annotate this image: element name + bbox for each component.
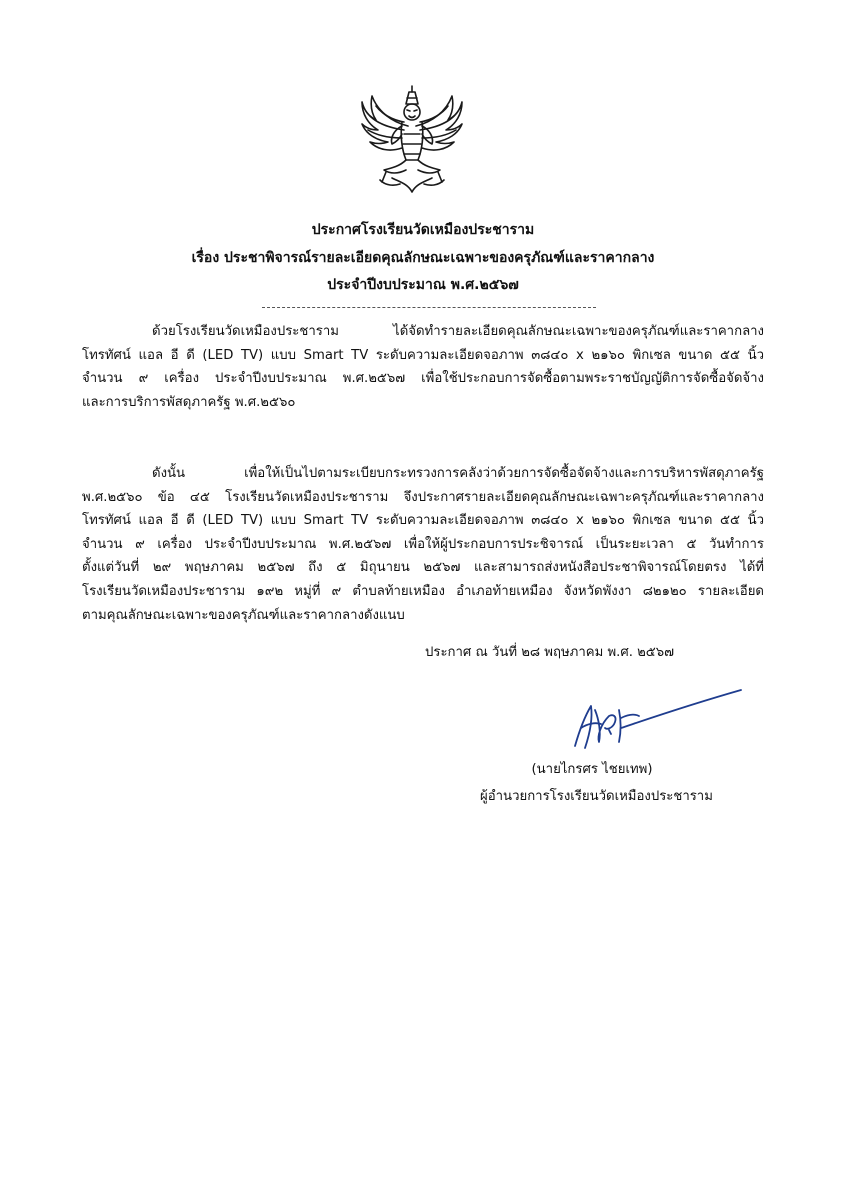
document-subject: เรื่อง ประชาพิจารณ์รายละเอียดคุณลักษณะเฉพาะของครุภัณฑ์และราคากลาง xyxy=(191,250,655,266)
announcement-date: ประกาศ ณ วันที่ ๒๘ พฤษภาคม พ.ศ. ๒๕๖๗ xyxy=(425,645,675,660)
paragraph-2 xyxy=(82,462,764,627)
paragraph-line: และการบริการพัสดุภาครัฐ พ.ศ.๒๕๖๐ xyxy=(82,394,296,410)
paragraph-line: โทรทัศน์ แอล อี ดี (LED TV) แบบ Smart TV ระดับความละเอียดจอภาพ ๓๘๔๐ x ๒๑๖๐ พิกเซล ขนาด ๕๕ นิ้ว xyxy=(82,513,764,529)
paragraph-line: โทรทัศน์ แอล อี ดี (LED TV) แบบ Smart TV ระดับความละเอียดจอภาพ ๓๘๔๐ x ๒๑๖๐ พิกเซล ขนาด ๕๕ นิ้ว xyxy=(82,347,764,363)
paragraph-line: ตามคุณลักษณะเฉพาะของครุภัณฑ์และราคากลางดังแนบ xyxy=(82,607,405,623)
paragraph-line: ด้วยโรงเรียนวัดเหมืองประชาราม ได้จัดทำรายละเอียดคุณลักษณะเฉพาะของครุภัณฑ์และราคากลาง xyxy=(152,324,764,339)
signatory-name: (นายไกรศร ไชยเทพ) xyxy=(531,762,653,777)
document-title: ประกาศโรงเรียนวัดเหมืองประชาราม xyxy=(311,222,535,238)
paragraph-line: ดังนั้น เพื่อให้เป็นไปตามระเบียบกระทรวงการคลังว่าด้วยการจัดซื้อจัดจ้างและการบริหารพัสดุภาครัฐ xyxy=(152,466,764,481)
header-divider xyxy=(262,307,596,308)
signatory-position: ผู้อำนวยการโรงเรียนวัดเหมืองประชาราม xyxy=(480,789,713,804)
paragraph-line: จำนวน ๙ เครื่อง ประจำปีงบประมาณ พ.ศ.๒๕๖๗ เพื่อให้ผู้ประกอบการประชิจารณ์ เป็นระยะเวลา ๕ วันทำการ xyxy=(82,536,764,552)
paragraph-line: โรงเรียนวัดเหมืองประชาราม ๑๙๒ หมู่ที่ ๙ ตำบลท้ายเหมือง อำเภอท้ายเหมือง จังหวัดพังงา ๘๒๑๒๐ รายละเอียด xyxy=(82,583,764,599)
fiscal-year: ประจำปีงบประมาณ พ.ศ.๒๕๖๗ xyxy=(327,277,519,293)
handwritten-signature-icon xyxy=(565,680,750,760)
paragraph-line: ตั้งแต่วันที่ ๒๙ พฤษภาคม ๒๕๖๗ ถึง ๕ มิถุนายน ๒๕๖๗ และสามารถส่งหนังสือประชาพิจารณ์โดยตรง ได้ที่ xyxy=(82,560,764,576)
paragraph-1 xyxy=(82,320,764,414)
paragraph-line: พ.ศ.๒๕๖๐ ข้อ ๔๕ โรงเรียนวัดเหมืองประชาราม จึงประกาศรายละเอียดคุณลักษณะเฉพาะครุภัณฑ์และราคากลาง xyxy=(82,489,764,505)
garuda-emblem-icon xyxy=(352,82,472,200)
paragraph-line: จำนวน ๙ เครื่อง ประจำปีงบประมาณ พ.ศ.๒๕๖๗ เพื่อใช้ประกอบการจัดซื้อตามพระราชบัญญัติการจัดซื้อจัดจ้าง xyxy=(82,371,764,387)
